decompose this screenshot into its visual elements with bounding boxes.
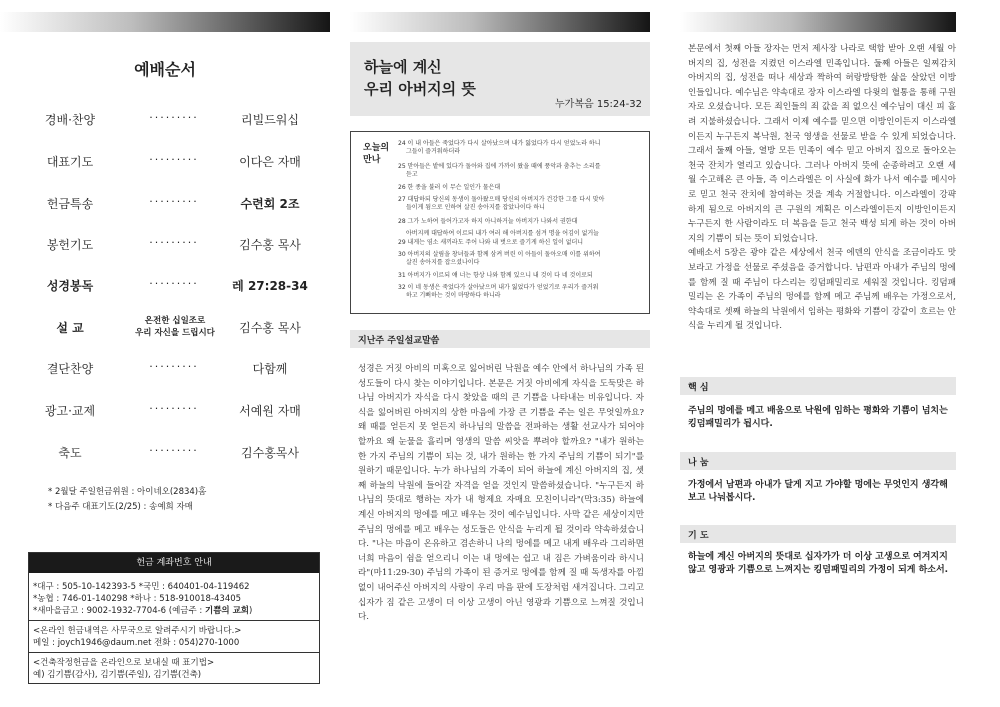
order-row-announcement xyxy=(30,402,315,422)
sermon-body-continued: 본문에서 첫째 아들 장자는 먼저 제사장 나라로 택함 받아 오랜 세월 아버지의 집, 성전을 지켰던 이스라엘 민족입니다. 둘째 아들은 일찌감치 아버지의 집, 성전을 떠나 세상과 짝하여 허랑방탕한 삶을 살았던 이방인들입니다. 예수님은 약속대로 장자 이스라엘 다윗의 혈통을 통해 구원자로 오셨습니다. 모든 죄인들의 죄 값을 죄 없으신 예수님이 대신 피 흘려 지불하셨습니다. 그래서 이제 예수를 믿으면 이방인이든지 이스라엘이든지 누구든지 복낙원, 천국 영생을 선물로 받을 수 있게 되었습니다. 그래서 둘째 아들, 열방 모든 민족이 예수 믿고 아버지 집으로 돌아오는 천국 잔치가 열리고 있습니다. 그러나 아버지 뜻에 순종하려고 오랜 세월 수고해온 큰 아들, 즉 이스라엘은 이 사실에 화가 나서 예수를 메시아로 믿고 천국 잔치에 참여하는 것을 계속 거절합니다. 이스라엘이 강퍅하게 됨으로 아버지의 큰 구원의 계획은 이스라엘이든지 이방인이든지 누구든지 한 사람이라도 더 복음을 듣고 천국 백성 되게 하는 것이 아버지의 기쁨이 되는 뜻이 되었습니다. 예배소서 5장은 광야 같은 세상에서 천국 에덴의 안식을 조금이라도 맛보라고 가정을 선물로 주셨음을 증거합니다. 남편과 아내가 주님의 멍에를 함께 질 때 주님이 다스리는 킹덤패밀리로 세워질 것입니다. 킹덤패밀리는 온 가족이 주님의 멍에를 함께 메고 주님께 배우는 가정으로서, 약속대로 셋째 하늘의 낙원에서 임하는 평화와 기쁨이 강같이 흐르는 안식을 누리게 될 것입니다. xyxy=(688,44,956,332)
order-dots: ········· xyxy=(149,402,199,415)
bank-account-text: *새마을금고 : 9002-1932-7704-6 (예금주 : xyxy=(33,606,205,616)
order-item-value: 서예원 자매 xyxy=(239,404,301,418)
order-item-name: 경배·찬양 xyxy=(44,113,96,127)
order-row-offering-song xyxy=(30,195,315,215)
header-bar-right xyxy=(680,12,956,32)
sermon-title-line2: 우리 아버지의 뜻 xyxy=(364,80,476,98)
order-dots: ········· xyxy=(149,444,199,457)
verse xyxy=(398,218,646,226)
sermon-body-text: 성경은 거짓 아비의 미혹으로 잃어버린 낙원을 예수 안에서 하나님의 가족 된 성도들이 다시 찾는 이야기입니다. 본문은 거짓 아비에게 자식을 도둑맞은 하나님 아버지가 자식을 다시 찾았을 때의 큰 기쁨을 나타내는 비유입니다. 자식을 잃어버린 아버지의 상한 마음에 가장 큰 기쁨을 주는 일은 무엇일까요? 왜 때를 얻든지 못 얻든지 하나님의 말씀을 전파하는 생활 선교사가 되어야 할까요 왜 눈물을 흘리며 영생의 말씀 씨앗을 뿌려야 할까요? "내가 원하는 한 가지 주님의 기쁨이 되는 것, 내가 원하는 한 가지 주님의 기쁨이 되기"를 원하기 때문입니다. 누가 하나님의 가족이 되어 하늘에 계신 아버지의 집, 셋째 하늘의 낙원에 들어갈 자격을 얻을 것인지 말씀하셨습니다. "누구든지 하나님의 뜻대로 행하는 자가 내 형제요 자매요 모친이니라"(막3:35) 하늘에 계신 아버지의 멍에를 메고 배우는 것이 예수님입니다. 사막 같은 세상이지만 주님의 멍에를 메고 배우는 성도들은 안식을 누리게 될 것이라 약속하셨습니다. "나는 마음이 온유하고 겸손하니 나의 멍에를 메고 내게 배우라 그리하면 너희 마음이 쉼을 얻으리니 이는 내 멍에는 쉽고 내 짐은 가벼움이라 하시니라"(마11:29-30) 주님의 가족이 된 증거로 멍에를 함께 질 때 독생자를 아낌없이 내어주신 아버지의 사랑이 우리 마음 판에 도장처럼 새겨집니다. 그리고 십자가 짐 같은 고생이 더 이상 고생이 아닌 영광과 기쁨으로 느껴질 것입니다. xyxy=(358,364,644,623)
verse xyxy=(398,196,646,211)
order-row-decision-song xyxy=(30,360,315,380)
verse-line: 26 한 종을 불러 이 무슨 일인가 물은대 xyxy=(398,184,501,191)
bank-account-line: *대구 : 505-10-142393-5 *국민 : 640401-04-119462 xyxy=(33,582,250,592)
verse xyxy=(398,272,646,280)
order-row-praise xyxy=(30,111,315,131)
header-bar-middle xyxy=(350,12,650,32)
daily-bread-label-line2: 만나 xyxy=(363,155,381,165)
share-title: 나 눔 xyxy=(688,458,709,468)
sermon-title-line1: 하늘에 계신 xyxy=(364,58,442,76)
online-offering-head: <온라인 헌금내역은 사무국으로 알려주시기 바랍니다.> xyxy=(33,626,242,636)
verse-line: 들이게 됨으로 인하여 살진 송아지를 잡았나이다 하니 xyxy=(406,203,545,211)
order-item-name: 헌금특송 xyxy=(46,197,94,211)
prayer-title: 기 도 xyxy=(688,531,709,541)
sermon-title-line2: 우리 자신을 드립시다 xyxy=(135,328,215,338)
sermon-title-line1: 온전한 십일조로 xyxy=(144,316,206,326)
divider xyxy=(29,620,319,621)
building-offering-head: <건축작정헌금을 온라인으로 보내실 때 표기법> xyxy=(33,658,215,668)
order-item-value: 김수홍 목사 xyxy=(239,238,301,252)
verse-line: 하고 기뻐하는 것이 마땅하다 하니라 xyxy=(406,291,501,299)
order-row-sermon xyxy=(30,316,315,339)
last-week-sermon-title: 지난주 주일설교말씀 xyxy=(358,336,440,346)
order-row-prayer xyxy=(30,153,315,173)
sermon-reference: 누가복음 15:24-32 xyxy=(555,99,642,110)
verse-line: 살진 송아지를 잡으셨나이다 xyxy=(406,258,480,266)
daily-bread-label-line1: 오늘의 xyxy=(363,143,390,153)
verse xyxy=(398,184,646,192)
order-item-value: 김수홍목사 xyxy=(241,446,299,460)
sermon-title-box xyxy=(350,42,650,116)
verse-line: 29 내게는 염소 새끼라도 주어 나와 내 벗으로 즐기게 하신 일이 없더니 xyxy=(398,239,584,246)
order-dots: ········· xyxy=(149,111,199,124)
verse-line: 24 이 내 아들은 죽었다가 다시 살아났으며 내가 잃었다가 다시 얻었노라 하니 xyxy=(398,140,601,147)
order-dots: ········· xyxy=(149,236,199,249)
order-item-value: 리빌드워십 xyxy=(241,113,299,127)
header-bar-left xyxy=(0,12,330,32)
daily-bread-box xyxy=(350,131,650,314)
bank-account-line xyxy=(29,605,319,617)
online-offering-contact: 메일 : joych1946@daum.net 전화 : 054)270-1000 xyxy=(33,638,240,648)
verse-line: 28 그가 노하여 들어가고자 하지 아니하거늘 아버지가 나와서 권한대 xyxy=(398,218,578,225)
verse xyxy=(398,230,646,238)
sermon-title-small xyxy=(120,315,230,339)
order-item-value: 레 27:28-34 xyxy=(232,279,308,293)
note-offering-committee: * 2월달 주일헌금위원 : 아이네오(2834)홈 xyxy=(48,487,207,497)
verse-line: 25 맏아들은 밭에 있다가 돌아와 집에 가까이 왔을 때에 풍악과 춤추는 소리를 xyxy=(398,163,601,170)
note-next-prayer: * 다음주 대표기도(2/25) : 송예희 자매 xyxy=(48,502,193,512)
order-row-offering-prayer xyxy=(30,236,315,256)
order-item-value: 수련회 2조 xyxy=(240,197,300,211)
verse xyxy=(398,239,646,247)
order-dots: ········· xyxy=(149,153,199,166)
order-item-name: 결단찬양 xyxy=(46,362,94,376)
order-item-name: 설 교 xyxy=(56,321,84,335)
daily-bread-label xyxy=(363,142,389,166)
order-dots: ········· xyxy=(149,277,199,290)
order-row-scripture xyxy=(30,277,315,297)
verse-line: 듣고 xyxy=(406,170,418,178)
share-text: 가정에서 남편과 아내가 달게 지고 가야할 멍에는 무엇인지 생각해보고 나눠봅시다. xyxy=(688,480,948,503)
verse xyxy=(398,251,646,266)
order-item-name: 대표기도 xyxy=(46,155,94,169)
order-item-name: 봉헌기도 xyxy=(46,238,94,252)
prayer-header xyxy=(680,525,956,543)
verse-line: 31 아버지가 이르되 얘 너는 항상 나와 함께 있으니 내 것이 다 네 것이로되 xyxy=(398,272,593,279)
order-item-value: 이다은 자매 xyxy=(239,155,301,169)
verse xyxy=(398,284,646,299)
verse-line: 아버지께 대답하여 이르되 내가 여러 해 아버지를 섬겨 명을 어김이 없거늘 xyxy=(406,230,599,237)
order-row-benediction xyxy=(30,444,315,464)
core-title: 핵 심 xyxy=(688,383,709,393)
core-header xyxy=(680,377,956,395)
verse xyxy=(398,140,646,155)
last-week-sermon-header xyxy=(350,330,650,348)
order-dots: ········· xyxy=(149,195,199,208)
share-header xyxy=(680,452,956,470)
verse-line: 30 아버지의 살림을 창녀들과 함께 삼켜 버린 이 아들이 돌아오매 이를 위하여 xyxy=(398,251,601,258)
order-item-value: 김수홍 목사 xyxy=(239,321,301,335)
order-item-value: 다함께 xyxy=(252,362,288,376)
verse-line: 27 대답하되 당신의 동생이 돌아왔으매 당신의 아버지가 건강한 그를 다시 맞아 xyxy=(398,196,605,203)
bank-account-line: *농협 : 746-01-140298 *하나 : 518-910018-43405 xyxy=(33,594,242,604)
core-text: 주님의 멍에를 메고 배움으로 낙원에 임하는 평화와 기쁨이 넘치는 킹덤패밀리가 됩시다. xyxy=(688,406,948,429)
order-title: 예배순서 xyxy=(134,60,196,79)
account-holder: 기쁨의 교회 xyxy=(205,606,250,616)
verse-line: 그들이 즐거워하더라 xyxy=(406,147,461,155)
divider xyxy=(29,652,319,653)
bank-account-text-end: ) xyxy=(249,606,253,616)
order-item-name: 축도 xyxy=(58,446,82,460)
verse-line: 32 이 네 동생은 죽었다가 살아났으며 내가 잃었다가 얻었기로 우리가 즐거워 xyxy=(398,284,599,291)
bank-info-box xyxy=(28,552,320,684)
bank-info-title: 헌금 계좌번호 안내 xyxy=(29,553,319,573)
verse xyxy=(398,163,646,178)
order-item-name: 광고·교제 xyxy=(44,404,96,418)
building-offering-example: 예) 김기쁨(감사), 김기쁨(주일), 김기쁨(건축) xyxy=(33,670,202,680)
order-item-name: 성경봉독 xyxy=(46,279,94,293)
order-dots: ········· xyxy=(149,360,199,373)
prayer-text: 하늘에 계신 아버지의 뜻대로 십자가가 더 이상 고생으로 여겨지지 않고 영광과 기쁨으로 느껴지는 킹덤패밀리의 가정이 되게 하소서. xyxy=(688,552,949,575)
